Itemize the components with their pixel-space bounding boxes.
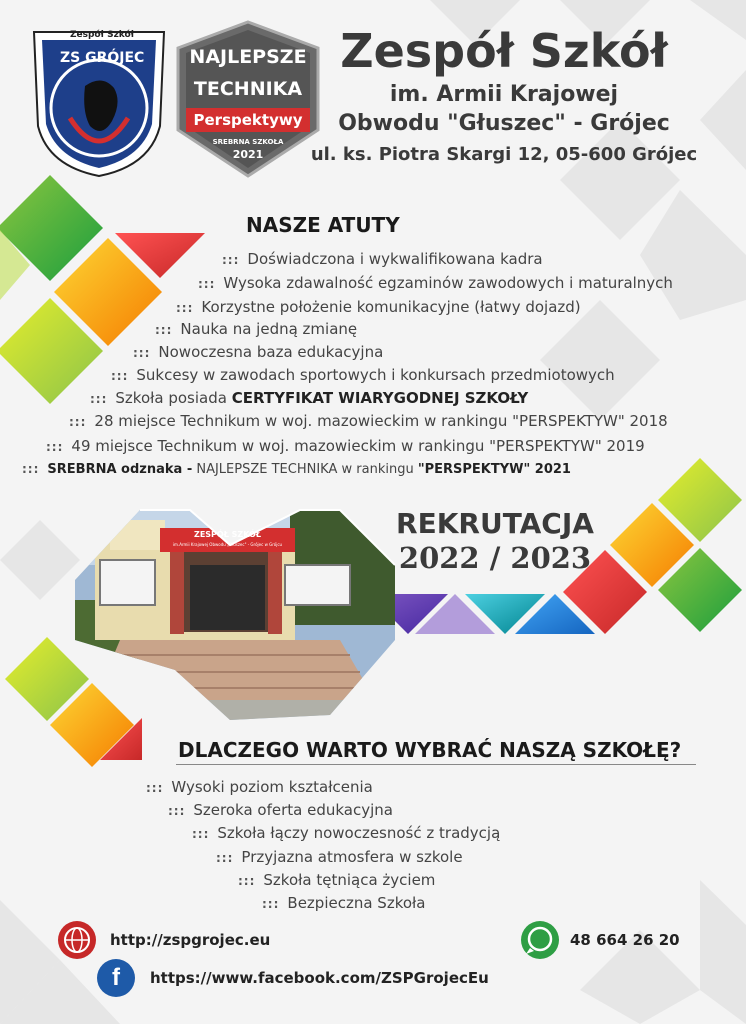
phone-number: 48 664 26 20 (570, 931, 680, 949)
badge-line2: TECHNIKA (193, 78, 303, 100)
recruitment-block (380, 508, 610, 576)
photo-sign-sub: im.Armii Krajowej Obwodu „Głuszec" - Grójec w Grójcu (172, 542, 283, 547)
why-item: ::: Przyjazna atmosfera w szkole (216, 848, 463, 866)
patron-line2: Obwodu "Głuszec" - Grójec (338, 111, 670, 136)
atut-item-certificate: ::: Szkoła posiada CERTYFIKAT WIARYGODNEJ SZKOŁY (90, 389, 529, 407)
school-header (294, 22, 714, 165)
recruitment-years: 2022 / 2023 (398, 541, 592, 575)
facebook-icon: f (112, 964, 120, 991)
school-name: Zespół Szkół (340, 24, 668, 78)
atuty-heading: NASZE ATUTY (246, 213, 400, 237)
patron-line1: im. Armii Krajowej (389, 82, 619, 107)
atut-item-rank-2018: ::: 28 miejsce Technikum w woj. mazowieckim w rankingu "PERSPEKTYW" 2018 (69, 412, 668, 430)
atut-item-silver: ::: SREBRNA odznaka - NAJLEPSZE TECHNIKA w rankingu "PERSPEKTYW" 2021 (22, 462, 571, 477)
badge-line1: NAJLEPSZE (189, 46, 307, 68)
why-item: ::: Szkoła łączy nowoczesność z tradycją (192, 824, 501, 842)
whatsapp-icon (521, 921, 559, 959)
recruitment-title: REKRUTACJA (396, 507, 594, 540)
atut-item: ::: Nauka na jedną zmianę (155, 320, 358, 338)
atut-item: ::: Sukcesy w zawodach sportowych i konkursach przedmiotowych (111, 366, 615, 384)
badge-line3: SREBRNA SZKOŁA (212, 138, 284, 146)
why-heading: DLACZEGO WARTO WYBRAĆ NASZĄ SZKOŁĘ? (178, 738, 682, 762)
why-item: ::: Szkoła tętniąca życiem (238, 871, 436, 889)
school-logo (30, 26, 168, 178)
why-item: ::: Bezpieczna Szkoła (262, 894, 426, 912)
why-heading-underline (176, 764, 696, 765)
why-item: ::: Szeroka oferta edukacyjna (168, 801, 393, 819)
atut-item: ::: Wysoka zdawalność egzaminów zawodowych i maturalnych (198, 274, 673, 292)
badge-year: 2021 (232, 148, 264, 161)
atut-item: ::: Korzystne położenie komunikacyjne (łatwy dojazd) (176, 298, 581, 316)
photo-sign-title: ZESPÓŁ SZKÓŁ (194, 530, 261, 539)
atut-item: ::: Doświadczona i wykwalifikowana kadra (222, 250, 543, 268)
why-item: ::: Wysoki poziom kształcenia (146, 778, 373, 796)
badge-ribbon: Perspektywy (193, 111, 303, 129)
logo-abbrev: ZS GRÓJEC (60, 50, 145, 66)
facebook-link[interactable]: https://www.facebook.com/ZSPGrojecEu (150, 969, 489, 987)
logo-top-text: Zespół Szkół (70, 30, 135, 40)
globe-icon (58, 921, 96, 959)
atut-item: ::: Nowoczesna baza edukacyjna (133, 343, 384, 361)
website-link[interactable]: http://zspgrojec.eu (110, 931, 271, 949)
school-address: ul. ks. Piotra Skargi 12, 05-600 Grójec (310, 144, 698, 165)
atut-item-rank-2019: ::: 49 miejsce Technikum w woj. mazowieckim w rankingu "PERSPEKTYW" 2019 (46, 437, 645, 455)
